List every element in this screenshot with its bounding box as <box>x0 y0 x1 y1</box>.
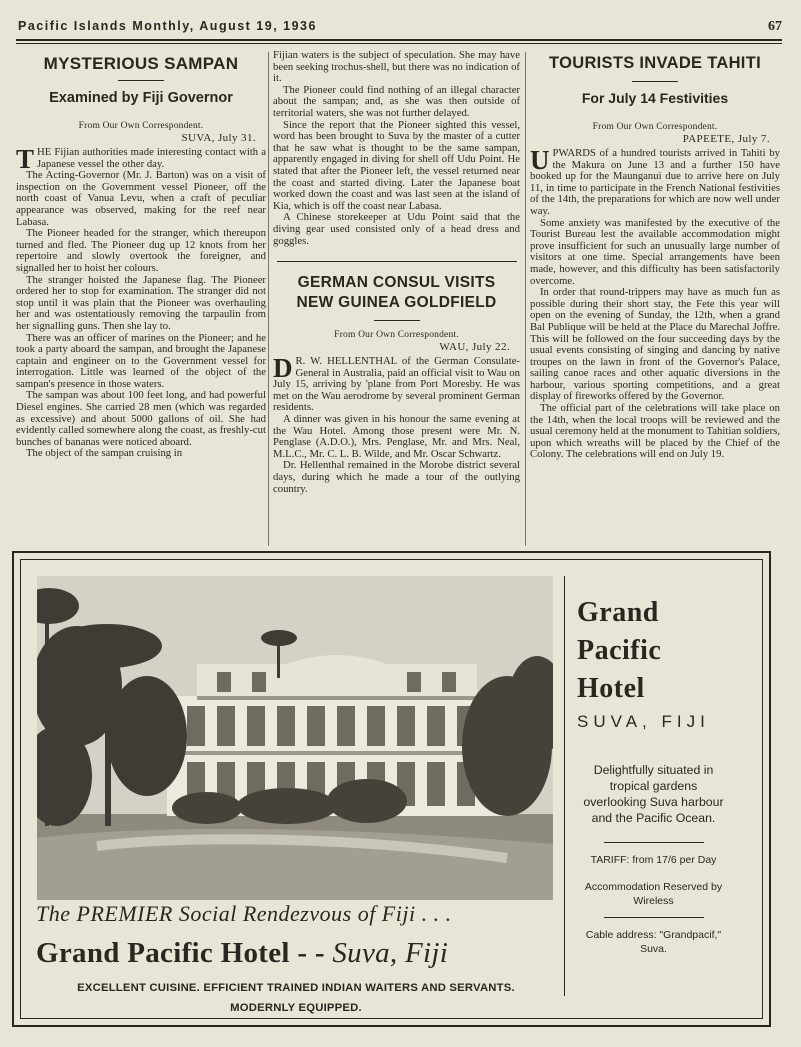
paragraph: A dinner was given in his honour the same evening at the Wau Hotel. Among those present were Mr. N. Penglase (A.D.O.), Mrs. Penglase, Mr. and Mrs. Neal, M.L.C., Mr. C. L. B. Wilde, and Mr. Oscar Schwartz. <box>273 413 520 460</box>
dateline: WAU, July 22. <box>439 341 510 354</box>
headline-line: GERMAN CONSUL VISITS <box>297 274 496 292</box>
divider <box>604 842 704 843</box>
hotel-photo <box>37 576 553 900</box>
hotel-name-line: Hotel <box>577 673 645 704</box>
headline: TOURISTS INVADE TAHITI <box>549 54 761 72</box>
paragraph: The Pioneer could find nothing of an illegal character about the sampan; and, as she was then outside of territorial waters, she was not further delayed. <box>273 83 520 119</box>
hotel-name-line: Pacific <box>577 635 662 666</box>
paragraph: Since the report that the Pioneer sighted this vessel, word has been brought to Suva by the master of a cutter that he saw what is thought to be the same sampan, apparently engaged in diving for shell off Udu Point. He stated that after the Pioneer left, the vessel returned near the coast and started diving. Later the Japanese boat worked down the coast and was last seen at the island of Kia, which is off the coast near Labasa. <box>273 118 520 212</box>
advert-features <box>36 978 556 1018</box>
article-german-consul <box>273 274 520 495</box>
dateline: PAPEETE, July 7. <box>682 133 770 145</box>
advert-tagline: The PREMIER Social Rendezvous of Fiji . . . <box>36 901 452 926</box>
page-number: 67 <box>768 19 782 34</box>
paragraph: The official part of the celebrations will take place on the 14th, when the local troops will be reviewed and the usual ceremony held at the monument to Tahitian soldiers, upon which wreaths will be placed by the Chief of the Colony. The celebrations will end on July 19. <box>530 402 780 461</box>
dateline: SUVA, July 31. <box>181 132 256 144</box>
column-divider <box>525 52 526 546</box>
paragraph: Dr. Hellenthal remained in the Morobe district several days, during which he made a tour of the outlying country. <box>273 459 520 495</box>
masthead-title: Pacific Islands Monthly, August 19, 1936 <box>18 19 317 33</box>
headline: MYSTERIOUS SAMPAN <box>43 54 239 73</box>
headline-line: NEW GUINEA GOLDFIELD <box>296 294 497 312</box>
brand-place: Suva, Fiji <box>332 937 449 969</box>
paragraph: The stranger hoisted the Japanese flag. The Pioneer ordered her to stop for examination. The stranger did not stop until it was plain that the Pioneer was overhauling her and was ostentatiously removing the tarpaulin from her signalling guns. Then she lay to. <box>16 273 266 332</box>
divider <box>604 917 704 918</box>
column-divider <box>268 52 269 546</box>
hotel-description: Delightfully situated in tropical gardens overlooking Suva harbour and the Pacific Ocean. <box>583 763 724 825</box>
paragraph: The Pioneer headed for the stranger, which thereupon turned and fled. The Pioneer dug up 12 knots from her repertoire and slowly overtook the foreigner, and signalled her to hoist her colours. <box>16 227 266 274</box>
brand-name: Grand Pacific Hotel <box>36 937 290 969</box>
correspondent-line: From Our Own Correspondent. <box>78 121 204 131</box>
correspondent-line: From Our Own Correspondent. <box>592 122 718 132</box>
paragraph: Some anxiety was manifested by the executive of the Tourist Bureau lest the available accommodation might prove insufficient for such an unusually large number of visitors at one time. Special arrangements have been made, however, and this difficulty has been satisfactorily overcome. <box>530 216 780 287</box>
paragraph: PWARDS of a hundred tourists arrived in Tahiti by the Makura on June 13 and a further 150 have booked up for the Maunganui due to arrive here on July 11, in time to participate in the French National festivities of the 14th, the preparations for which are now well under way. <box>530 147 780 217</box>
header-rule <box>16 39 782 41</box>
hotel-name-line: Grand <box>577 597 659 628</box>
hotel-advertisement <box>12 551 771 1027</box>
paragraph: R. W. HELLENTHAL of the German Consulate-General in Australia, paid an official visit to Wau on July 15, arriving by 'plane from Port Moresby. He was met on the Wau aerodrome by several prominent German residents. <box>273 355 520 414</box>
paragraph: A Chinese storekeeper at Udu Point said that the diving gear used consisted only of a head dress and goggles. <box>273 211 520 247</box>
paragraph: In order that round-trippers may have as much fun as possible during their short stay, the Fete this year will open on the evening of Sunday, the 12th, when a grand Bal Publique will be held at the Place du Marechal Joffre. This will be followed on the four succeeding days by the usual events consisting of singing and dancing by native troupes on the lawn in front of the Governor's Palace, sailing canoe races and other aquatic diversions in the harbour, various sporting competitions, and a great display of fireworks offered by the Governor. <box>530 286 780 403</box>
correspondent-line: From Our Own Correspondent. <box>334 330 459 341</box>
paragraph: The Acting-Governor (Mr. J. Barton) was on a visit of inspection on the Government vessel Pioneer, off the north coast of Vanua Levu, when a craft of peculiar appearance was observed, making for the reef near Labasa. <box>16 169 266 228</box>
tariff: TARIFF: from 17/6 per Day <box>590 854 717 866</box>
hotel-info-panel <box>564 576 741 996</box>
brand-dashes: - - <box>289 937 333 969</box>
hotel-location: SUVA, FIJI <box>577 712 710 731</box>
paragraph: There was an officer of marines on the Pioneer; and he took a party aboard the sampan, and brought the Japanese captain and engineer on to the Government vessel for interrogation. Little was learned of the object of the sampan's presence in those waters. <box>16 331 266 390</box>
article-body <box>273 353 520 495</box>
paragraph: The sampan was about 100 feet long, and had powerful Diesel engines. She carried 28 men (which was regarded as excessive) and about 5000 gallons of oil. She had evidently called somewhere along the coast, as freshly-cut bunches of bananas were noticed aboard. <box>16 389 266 448</box>
features-line: MODERNLY EQUIPPED. <box>230 1002 362 1014</box>
drop-cap: T <box>16 144 35 174</box>
article-tourists-tahiti <box>530 50 780 550</box>
hotel-building-image <box>37 576 553 900</box>
article-body <box>16 144 266 460</box>
drop-cap: U <box>530 145 550 175</box>
article-body <box>530 145 780 461</box>
divider <box>632 81 678 82</box>
article-body-continued <box>273 50 520 247</box>
drop-cap: D <box>273 353 293 384</box>
features-line: EXCELLENT CUISINE. EFFICIENT TRAINED INDIAN WAITERS AND SERVANTS. <box>77 982 515 994</box>
masthead <box>18 19 782 35</box>
header-rule-thin <box>16 43 782 44</box>
paragraph: HE Fijian authorities made interesting contact with a Japanese vessel the other day. <box>37 146 266 170</box>
accommodation-note: Accommodation Reserved by Wireless <box>584 880 723 907</box>
article-separator <box>277 261 517 262</box>
subheadline: For July 14 Festivities <box>581 90 729 106</box>
divider <box>118 80 164 81</box>
paragraph: The object of the sampan cruising in <box>26 447 183 460</box>
divider <box>374 320 420 321</box>
paragraph: Fijian waters is the subject of speculation. She may have been seeking trochus-shell, but there was no indication of it. <box>273 50 520 85</box>
cable-address: Cable address: "Grandpacif," Suva. <box>585 928 722 955</box>
subheadline: Examined by Fiji Governor <box>49 90 233 106</box>
column-two <box>273 50 520 550</box>
advert-brand-line <box>36 937 448 970</box>
article-mysterious-sampan <box>16 50 266 550</box>
